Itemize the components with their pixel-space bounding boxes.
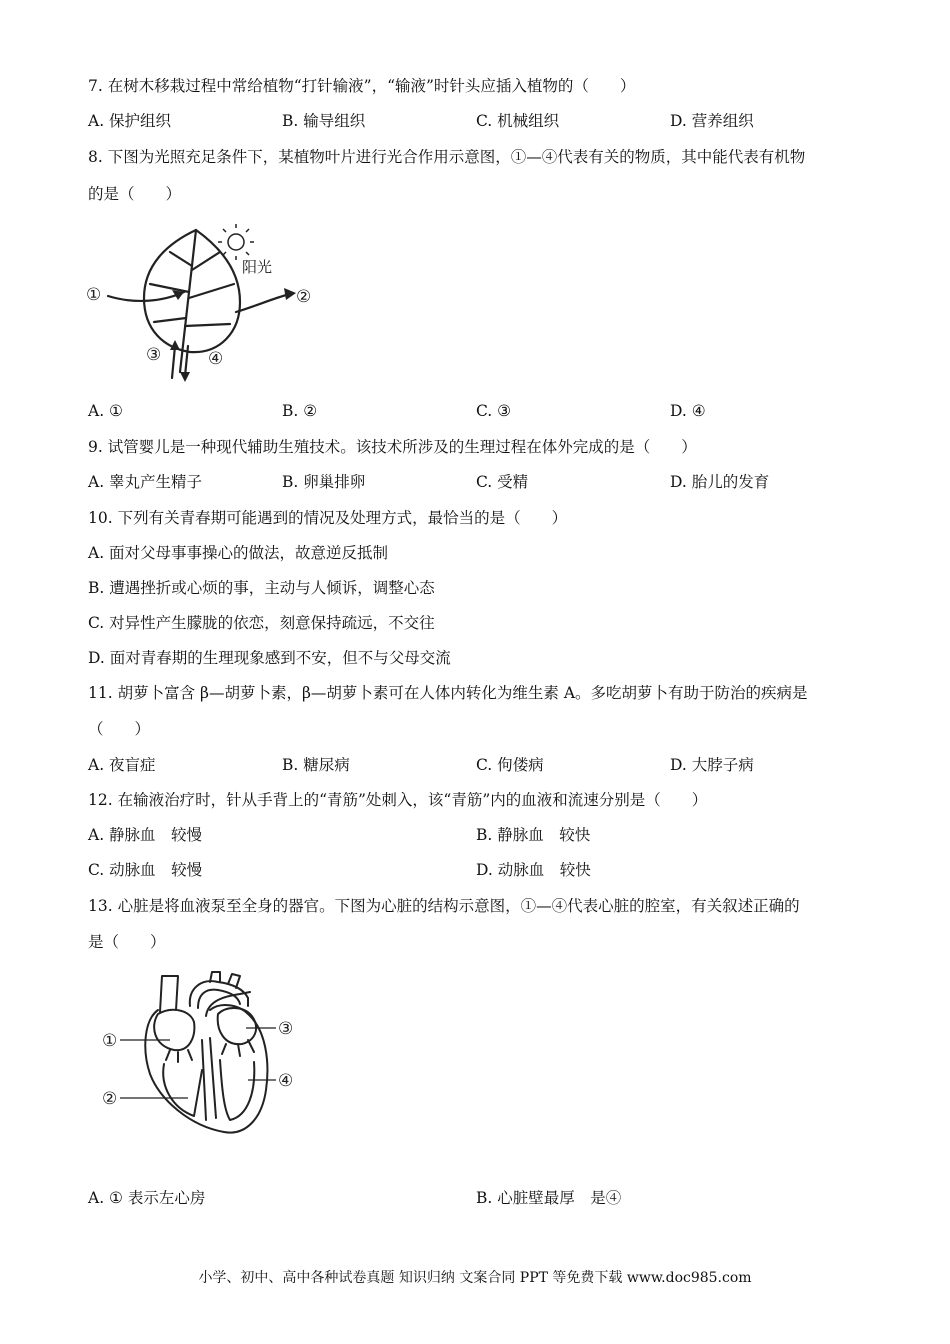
q11-option-d: D. 大脖子病 <box>670 756 754 774</box>
q12-option-c: C. 动脉血 较慢 <box>88 861 203 879</box>
q8-option-d: D. ④ <box>670 402 706 420</box>
q7-stem: 7. 在树木移栽过程中常给植物“打针输液”，“输液”时针头应插入植物的（ ） <box>88 77 636 95</box>
q12-option-b: B. 静脉血 较快 <box>476 826 591 844</box>
heart-structure-diagram <box>98 970 308 1140</box>
q8-option-b: B. ② <box>282 402 318 420</box>
leaf-vein <box>170 252 192 266</box>
q10-option-c: C. 对异性产生朦胧的依恋，刻意保持疏远，不交往 <box>88 614 435 632</box>
chamber-4-left-ventricle <box>220 1060 254 1120</box>
q10-option-a: A. 面对父母事事操心的做法，故意逆反抵制 <box>88 544 389 562</box>
q12-option-d: D. 动脉血 较快 <box>476 861 591 879</box>
leaf-vein <box>150 284 189 292</box>
q10-stem: 10. 下列有关青春期可能遇到的情况及处理方式，最恰当的是（ ） <box>88 509 568 527</box>
chamber-2-right-ventricle <box>163 1064 202 1116</box>
q13-stem-line1: 13. 心脏是将血液泵至全身的器官。下图为心脏的结构示意图，①—④代表心脏的腔室，有关叙述正确的 <box>88 897 800 915</box>
q10-option-d: D. 面对青春期的生理现象感到不安，但不与父母交流 <box>88 649 451 667</box>
q11-option-c: C. 佝偻病 <box>476 756 544 774</box>
vena-cava <box>160 976 178 1012</box>
q12-option-a: A. 静脉血 较慢 <box>88 826 203 844</box>
arrow-out-2 <box>236 294 290 312</box>
q8-stem-line2: 的是（ ） <box>88 185 182 203</box>
q11-option-a: A. 夜盲症 <box>88 756 156 774</box>
chamber-3-left-atrium <box>218 1008 256 1044</box>
chamber-1-right-atrium <box>154 1010 194 1050</box>
q13-stem-line2: 是（ ） <box>88 933 166 951</box>
leaf-photosynthesis-diagram <box>84 222 324 382</box>
q13-option-b: B. 心脏壁最厚 是④ <box>476 1189 622 1207</box>
q9-option-a: A. 睾丸产生精子 <box>88 473 203 491</box>
q8-option-a: A. ① <box>88 402 123 420</box>
q9-option-c: C. 受精 <box>476 473 529 491</box>
q9-option-d: D. 胎儿的发育 <box>670 473 770 491</box>
marker-4: ④ <box>278 1071 294 1091</box>
q9-stem: 9. 试管婴儿是一种现代辅助生殖技术。该技术所涉及的生理过程在体外完成的是（ ） <box>88 438 697 456</box>
marker-2: ② <box>296 287 312 307</box>
septum <box>202 1040 206 1120</box>
q7-option-a: A. 保护组织 <box>88 112 172 130</box>
marker-2: ② <box>102 1089 118 1109</box>
arrow-up-3 <box>172 346 175 378</box>
marker-3: ③ <box>146 345 162 365</box>
q7-option-b: B. 输导组织 <box>282 112 366 130</box>
q8-stem-line1: 8. 下图为光照充足条件下，某植物叶片进行光合作用示意图，①—④代表有关的物质，其中能代表有机物 <box>88 148 806 166</box>
page-footer: 小学、初中、高中各种试卷真题 知识归纳 文案合同 PPT 等免费下载 www.doc985.com <box>198 1270 752 1286</box>
leaf-vein <box>192 252 220 270</box>
leaf-vein <box>185 324 230 326</box>
marker-1: ① <box>102 1031 118 1051</box>
leaf-vein <box>154 318 186 322</box>
marker-4: ④ <box>208 349 224 369</box>
q11-stem-line1: 11. 胡萝卜富含 β—胡萝卜素，β—胡萝卜素可在人体内转化为维生素 A。多吃胡萝卜有助于防治的疾病是 <box>88 684 808 702</box>
q7-option-c: C. 机械组织 <box>476 112 560 130</box>
q11-option-b: B. 糖尿病 <box>282 756 350 774</box>
arrow-in-1 <box>108 292 184 301</box>
pulmonary-artery <box>206 992 250 1016</box>
q8-option-c: C. ③ <box>476 402 512 420</box>
leaf-outline <box>144 230 240 352</box>
leaf-vein <box>189 284 234 298</box>
marker-1: ① <box>86 285 102 305</box>
q13-option-a: A. ① 表示左心房 <box>88 1189 206 1207</box>
q11-stem-line2: （ ） <box>88 720 151 738</box>
sun-label: 阳光 <box>242 258 273 276</box>
marker-3: ③ <box>278 1019 294 1039</box>
sun-icon <box>218 224 254 260</box>
q9-option-b: B. 卵巢排卵 <box>282 473 366 491</box>
q12-stem: 12. 在输液治疗时，针从手背上的“青筋”处刺入，该“青筋”内的血液和流速分别是（ ） <box>88 791 708 809</box>
q10-option-b: B. 遭遇挫折或心烦的事，主动与人倾诉，调整心态 <box>88 579 435 597</box>
q7-option-d: D. 营养组织 <box>670 112 754 130</box>
